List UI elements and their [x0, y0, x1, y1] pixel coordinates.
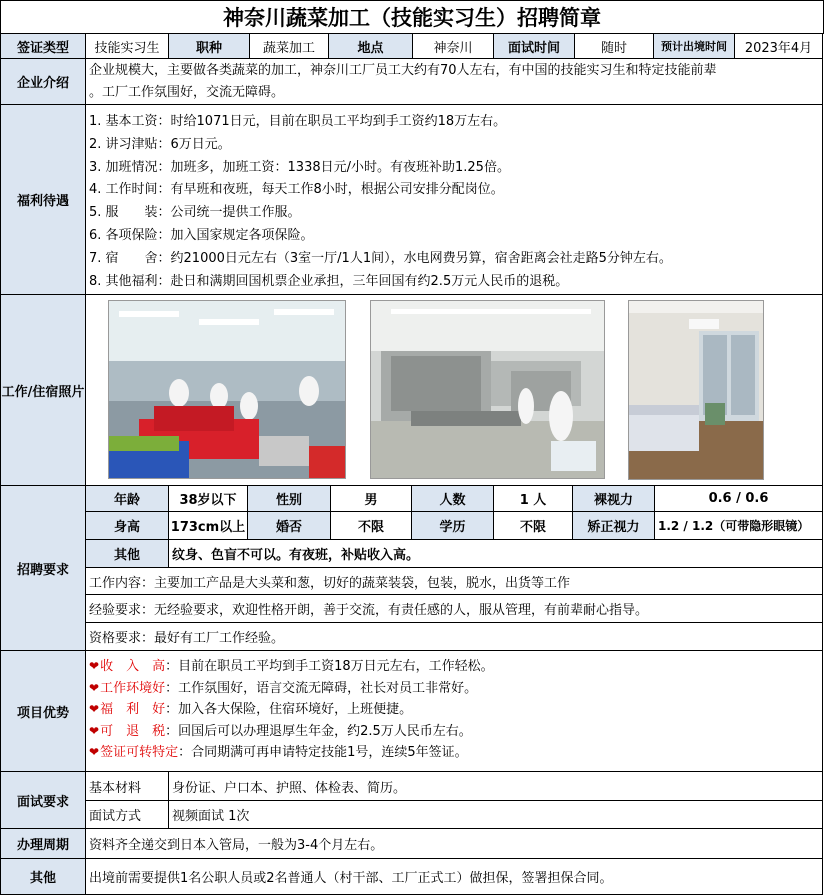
welfare-list [85, 104, 823, 295]
age-label: 年龄 [85, 485, 169, 512]
requirements-label: 招聘要求 [0, 485, 86, 651]
height-label: 身高 [85, 511, 169, 540]
advantage-key: 福 利 好 [100, 702, 166, 717]
interview-method-label: 面试方式 [85, 800, 169, 829]
gender-value: 男 [330, 485, 412, 512]
age-value: 38岁以下 [168, 485, 248, 512]
advantage-item [89, 699, 819, 721]
marriage-value: 不限 [330, 511, 412, 540]
welfare-item: 4. 工作时间：有早班和夜班，每天工作8小时，根据公司安排分配岗位。 [89, 182, 504, 198]
experience-requirement: 经验要求：无经验要求，欢迎性格开朗，善于交流，有责任感的人，服从管理，有前辈耐心指导。 [85, 594, 823, 623]
naked-vision-value: 0.6 / 0.6 [654, 485, 823, 512]
job-type-label: 职种 [168, 33, 250, 59]
dormitory-photo [628, 300, 764, 480]
advantage-text: ：合同期满可再申请特定技能1号，连续5年签证。 [178, 745, 468, 760]
advantage-key: 可 退 税 [100, 723, 166, 739]
company-intro-line: 企业规模大，主要做各类蔬菜的加工，神奈川工厂员工大约有70人左右，有中国的技能实习生和特定技能前辈 [89, 63, 717, 78]
education-label: 学历 [411, 511, 494, 540]
advantage-text: ：回国后可以办理退厚生年金，约2.5万人民币左右。 [165, 723, 472, 739]
heart-icon: ❤ [89, 659, 100, 673]
company-intro-label: 企业介绍 [0, 58, 86, 105]
other-req-value: 纹身、色盲不可以。有夜班，补贴收入高。 [168, 539, 823, 568]
other-req-label: 其他 [85, 539, 169, 568]
welfare-item: 2. 讲习津贴：6万日元。 [89, 136, 231, 152]
height-value: 173cm以上 [168, 511, 248, 540]
advantage-key: 收 入 高 [100, 659, 166, 674]
welfare-item: 1. 基本工资：时给1071日元，目前在职员工平均到手工资约18万左右。 [89, 114, 507, 129]
welfare-item: 3. 加班情况：加班多，加班工资：1338日元/小时。有夜班补助1.25倍。 [89, 159, 510, 175]
welfare-item: 8. 其他福利：赴日和满期回国机票企业承担，三年回国有约2.5万元人民币的退税。 [89, 273, 569, 289]
location-label: 地点 [328, 33, 413, 59]
other-label: 其他 [0, 858, 86, 895]
advantage-text: ：工作氛围好，语言交流无障碍，社长对员工非常好。 [165, 680, 478, 696]
visa-type-value: 技能实习生 [85, 33, 169, 59]
welfare-item: 7. 宿 舍：约21000日元左右（3室一厅/1人1间），水电网费另算，宿舍距离会社走路5分钟左右。 [89, 250, 672, 266]
materials-label: 基本材料 [85, 771, 169, 801]
photos-label: 工作/住宿照片 [0, 294, 86, 486]
work-content: 工作内容：主要加工产品是大头菜和葱，切好的蔬菜装袋，包装，脱水，出货等工作 [85, 567, 823, 595]
advantage-key: 工作环境好 [100, 680, 166, 696]
job-type-value: 蔬菜加工 [249, 33, 329, 59]
gender-label: 性别 [247, 485, 331, 512]
company-intro-text [85, 58, 823, 105]
factory-photo-vegetables [108, 300, 346, 479]
welfare-item: 6. 各项保险：加入国家规定各项保险。 [89, 227, 314, 243]
corrected-vision-value: 1.2 / 1.2（可带隐形眼镜） [654, 511, 823, 540]
other-value: 出境前需要提供1名公职人员或2名普通人（村干部、工厂正式工）做担保，签署担保合同。 [85, 858, 823, 895]
materials-value: 身份证、户口本、护照、体检表、简历。 [168, 771, 823, 801]
advantage-text: ：加入各大保险，住宿环境好，上班便捷。 [165, 702, 413, 717]
advantage-key: 签证可转特定 [100, 745, 179, 760]
count-value: 1 人 [493, 485, 573, 512]
corrected-vision-label: 矫正视力 [572, 511, 655, 540]
page-title: 神奈川蔬菜加工（技能实习生）招聘简章 [0, 0, 824, 34]
naked-vision-label: 裸视力 [572, 485, 655, 512]
advantage-item [89, 656, 819, 678]
advantage-text: ：目前在职员工平均到手工资18万日元左右，工作轻松。 [165, 659, 494, 674]
company-intro-line: 。工厂工作氛围好，交流无障碍。 [89, 84, 285, 100]
departure-time-label: 预计出境时间 [653, 33, 735, 59]
welfare-label: 福利待遇 [0, 104, 86, 295]
advantage-item [89, 678, 819, 700]
advantages-list [85, 650, 823, 772]
interview-time-value: 随时 [574, 33, 654, 59]
heart-icon: ❤ [89, 680, 100, 695]
heart-icon: ❤ [89, 723, 100, 738]
education-value: 不限 [493, 511, 573, 540]
advantage-item [89, 721, 819, 743]
processing-period-value: 资料齐全递交到日本入管局，一般为3-4个月左右。 [85, 828, 823, 859]
heart-icon: ❤ [89, 702, 100, 716]
heart-icon: ❤ [89, 745, 100, 759]
interview-req-label: 面试要求 [0, 771, 86, 829]
marriage-label: 婚否 [247, 511, 331, 540]
qualification-requirement: 资格要求：最好有工厂工作经验。 [85, 622, 823, 651]
processing-period-label: 办理周期 [0, 828, 86, 859]
location-value: 神奈川 [412, 33, 494, 59]
departure-time-value: 2023年4月 [734, 33, 823, 59]
count-label: 人数 [411, 485, 494, 512]
interview-time-label: 面试时间 [493, 33, 575, 59]
visa-type-label: 签证类型 [0, 33, 86, 59]
welfare-item: 5. 服 装：公司统一提供工作服。 [89, 205, 301, 221]
advantages-label: 项目优势 [0, 650, 86, 772]
factory-photo-production-line [370, 300, 605, 479]
interview-method-value: 视频面试 1次 [168, 800, 823, 829]
advantage-item [89, 742, 819, 764]
